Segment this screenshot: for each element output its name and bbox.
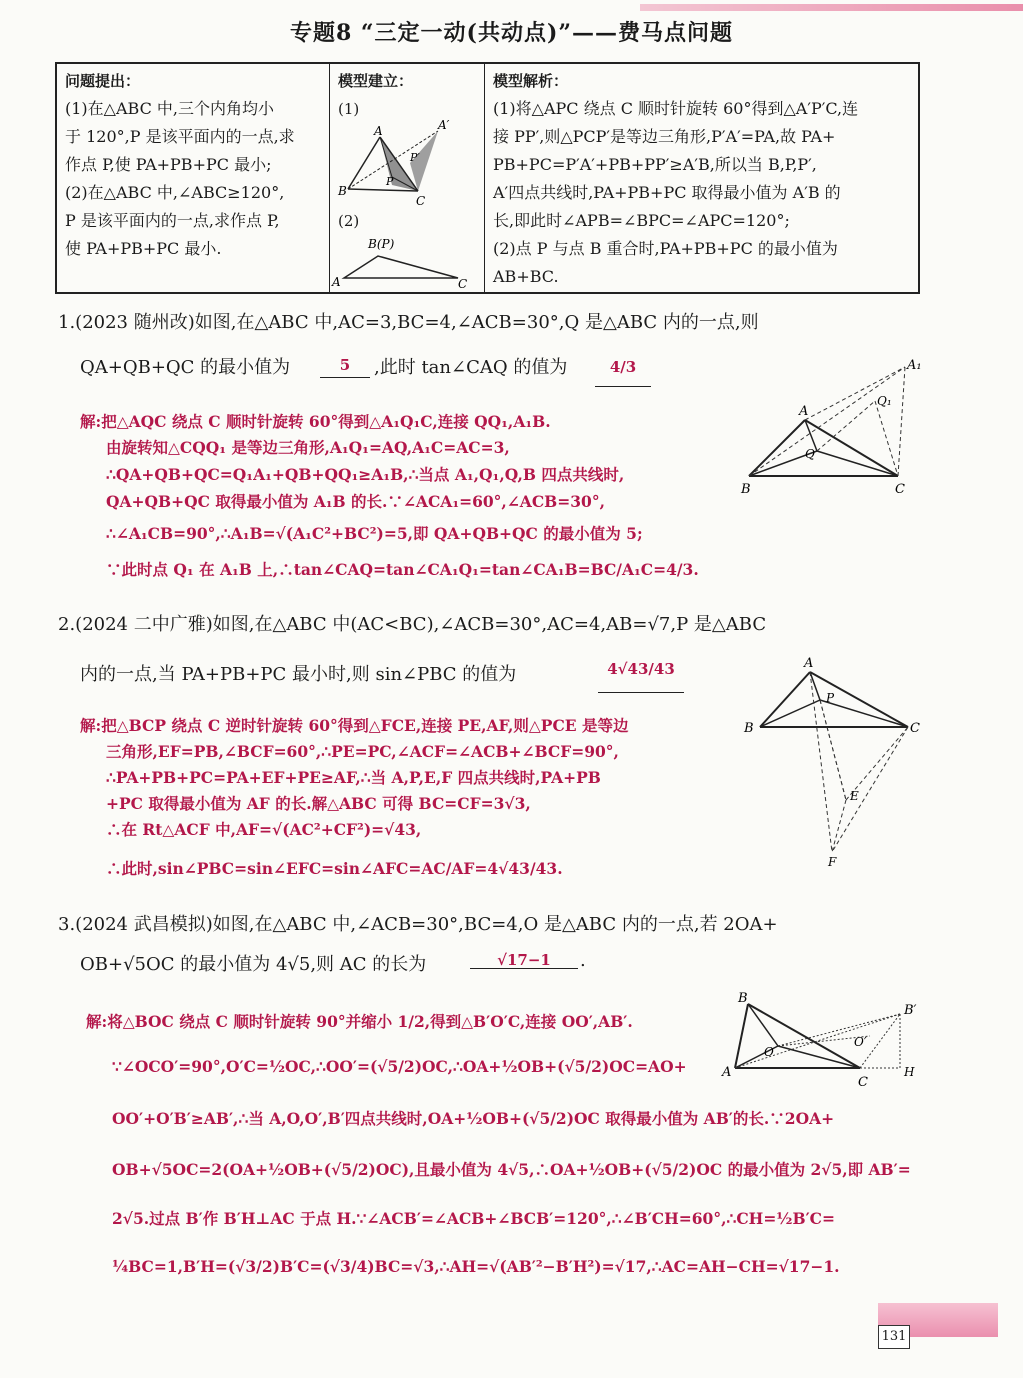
page-number: 131: [878, 1325, 910, 1349]
q1-sol-3: QA+QB+QC 取得最小值为 A₁B 的长.∵∠ACA₁=60°,∠ACB=30°,: [106, 492, 605, 511]
model-label-1: (1): [338, 100, 360, 118]
model-box: [55, 62, 920, 294]
q2-line2: 内的一点,当 PA+PB+PC 最小时,则 sin∠PBC 的值为: [80, 664, 517, 685]
page-title: 专题8 “三定一动(共动点)”——费马点问题: [289, 20, 734, 46]
col-analysis-text: (1)将△APC 绕点 C 顺时针旋转 60°得到△A′P′C,连 接 PP′,则△PCP′是等边三角形,P′A′=PA,故 PA+ PB+PC=P′A′+PB+PP′≥A′B,所以当 B,P,P′, A′四点共线时,PA+PB+PC 取得最小值为 A′B 的 长,即此时∠APB=∠BPC=∠APC=120°; (2)点 P 与点 B 重合时,PA+PB+PC 的最小值为 AB+BC.: [493, 99, 859, 286]
q2-answer: 4√43/43: [607, 660, 675, 678]
svg-text:C: C: [458, 277, 468, 291]
svg-text:B(P): B(P): [368, 237, 395, 251]
svg-text:Q: Q: [805, 447, 815, 461]
svg-text:O′: O′: [854, 1035, 867, 1049]
q2-sol-3: +PC 取得最小值为 AF 的长.解△ABC 可得 BC=CF=3√3,: [106, 794, 531, 813]
q2-sol-4: ∴在 Rt△ACF 中,AF=√(AC²+CF²)=√43,: [106, 820, 422, 839]
svg-text:A: A: [332, 275, 341, 289]
q1-line1: 1.(2023 随州改)如图,在△ABC 中,AC=3,BC=4,∠ACB=30°,Q 是△ABC 内的一点,则: [58, 312, 759, 333]
col-analysis-head: 模型解析：: [493, 72, 569, 90]
top-decor-bar: [640, 4, 1023, 11]
col-analysis: [485, 64, 918, 292]
q2-figure: [740, 652, 930, 872]
svg-text:O: O: [764, 1045, 774, 1059]
col-problem: [57, 64, 330, 292]
svg-text:C: C: [858, 1075, 868, 1090]
svg-text:Q₁: Q₁: [877, 394, 892, 408]
q1-sol-2: ∴QA+QB+QC=Q₁A₁+QB+QQ₁≥A₁B,∴当点 A₁,Q₁,Q,B 四点共线时,: [106, 465, 625, 484]
svg-text:A: A: [804, 656, 814, 671]
svg-text:B′: B′: [904, 1003, 917, 1018]
q2-sol-1: 三角形,EF=PB,∠BCF=60°,∴PE=PC,∠ACF=∠ACB+∠BCF=90°,: [106, 742, 619, 761]
svg-text:A: A: [799, 404, 809, 419]
svg-text:F: F: [828, 855, 837, 869]
model-label-2: (2): [338, 212, 360, 230]
q1-answer2: 4/3: [609, 358, 637, 376]
q2-sol-0: 解:把△BCP 绕点 C 逆时针旋转 60°得到△FCE,连接 PE,AF,则△PCE 是等边: [80, 716, 629, 735]
q1-figure: [735, 355, 925, 500]
svg-text:H: H: [904, 1065, 915, 1079]
q2-sol-5: ∴此时,sin∠PBC=sin∠EFC=sin∠AFC=AC/AF=4√43/43.: [106, 859, 563, 878]
q1-line2a: QA+QB+QC 的最小值为: [80, 357, 291, 378]
svg-text:B: B: [338, 184, 347, 198]
col-problem-text: (1)在△ABC 中,三个内角均小 于 120°,P 是该平面内的一点,求 作点 P,使 PA+PB+PC 最小; (2)在△ABC 中,∠ABC≥120°, P 是该平面内的一点,求作点 P, 使 PA+PB+PC 最小.: [65, 99, 295, 258]
q3-sol-4: 2√5.过点 B′作 B′H⊥AC 于点 H.∵∠ACB′=∠ACB+∠BCB′=120°,∴∠B′CH=60°,∴CH=½B′C=: [112, 1209, 835, 1228]
q1-sol-4: ∴∠A₁CB=90°,∴A₁B=√(A₁C²+BC²)=5,即 QA+QB+QC 的最小值为 5;: [106, 524, 643, 543]
svg-text:P: P: [826, 691, 835, 705]
svg-text:P′: P′: [410, 151, 420, 164]
q3-answer: √17−1: [497, 951, 551, 969]
q1-sol-5: ∵此时点 Q₁ 在 A₁B 上,∴tan∠CAQ=tan∠CA₁Q₁=tan∠CA₁B=BC/A₁C=4/3.: [106, 560, 699, 579]
svg-text:A′: A′: [438, 119, 450, 132]
q3-sol-3: OB+√5OC=2(OA+½OB+(√5/2)OC),且最小值为 4√5,∴OA+½OB+(√5/2)OC 的最小值为 2√5,即 AB′=: [112, 1160, 911, 1179]
q3-sol-5: ¼BC=1,B′H=(√3/2)B′C=(√3/4)BC=√3,∴AH=√(AB′²−B′H²)=√17,∴AC=AH−CH=√17−1.: [112, 1257, 840, 1276]
col-model-head: 模型建立：: [338, 72, 414, 90]
q3-sol-1: ∵∠OCO′=90°,O′C=½OC,∴OO′=(√5/2)OC,∴OA+½OB+(√5/2)OC=AO+: [112, 1057, 687, 1076]
q2-sol-2: ∴PA+PB+PC=PA+EF+PE≥AF,∴当 A,P,E,F 四点共线时,PA+PB: [106, 768, 601, 787]
q1-line2b: ,此时 tan∠CAQ 的值为: [374, 357, 568, 378]
q1-answer1: 5: [339, 356, 351, 374]
svg-text:C: C: [910, 721, 920, 736]
q3-figure: [720, 990, 920, 1090]
svg-text:A: A: [722, 1065, 732, 1080]
q3-line2b: .: [580, 950, 586, 971]
q3-line2a: OB+√5OC 的最小值为 4√5,则 AC 的长为: [80, 954, 427, 975]
q3-sol-0: 解:将△BOC 绕点 C 顺时针旋转 90°并缩小 1/2,得到△B′O′C,连接 OO′,AB′.: [86, 1012, 633, 1031]
svg-text:B: B: [738, 991, 748, 1006]
col-model: [330, 64, 485, 292]
svg-text:A₁: A₁: [907, 358, 922, 373]
svg-text:P: P: [386, 175, 394, 188]
q1-sol-1: 由旋转知△CQQ₁ 是等边三角形,A₁Q₁=AQ,A₁C=AC=3,: [106, 438, 510, 457]
svg-text:B: B: [744, 721, 754, 736]
svg-text:C: C: [895, 482, 905, 497]
q3-sol-2: OO′+O′B′≥AB′,∴当 A,O,O′,B′四点共线时,OA+½OB+(√5/2)OC 取得最小值为 AB′的长.∵2OA+: [112, 1109, 835, 1128]
svg-text:E: E: [850, 789, 859, 803]
svg-text:C: C: [416, 194, 426, 208]
model-figure-2: [330, 232, 480, 292]
col-problem-head: 问题提出：: [65, 72, 141, 90]
q3-line1: 3.(2024 武昌模拟)如图,在△ABC 中,∠ACB=30°,BC=4,O 是△ABC 内的一点,若 2OA+: [58, 914, 778, 935]
model-figure-1: [330, 119, 480, 209]
q2-line1: 2.(2024 二中广雅)如图,在△ABC 中(AC<BC),∠ACB=30°,AC=4,AB=√7,P 是△ABC: [58, 614, 767, 635]
svg-text:A: A: [374, 124, 383, 138]
svg-text:B: B: [741, 482, 751, 497]
q1-sol-0: 解:把△AQC 绕点 C 顺时针旋转 60°得到△A₁Q₁C,连接 QQ₁,A₁B.: [80, 412, 551, 431]
